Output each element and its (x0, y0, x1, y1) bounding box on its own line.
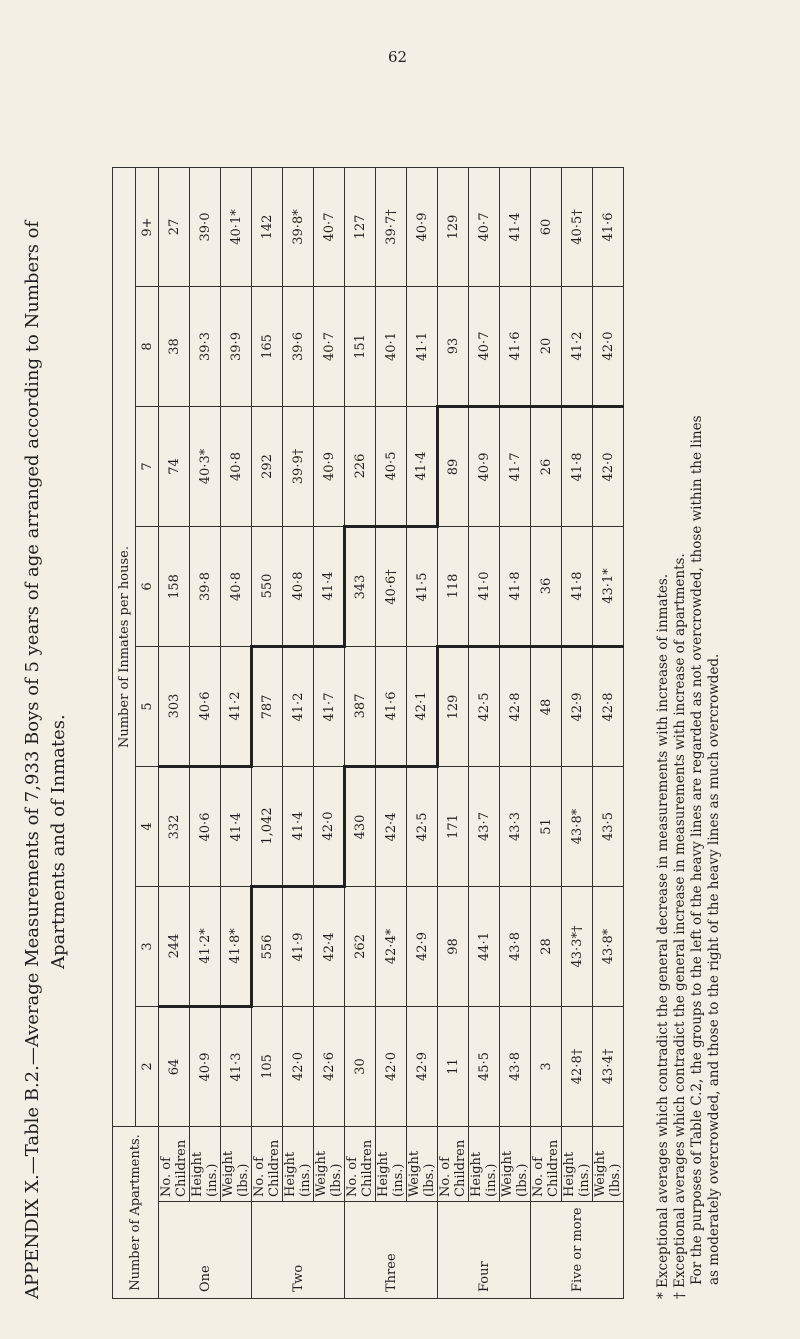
apartment-label: Four (438, 1202, 531, 1299)
value-cell: 45·5 (469, 1007, 500, 1127)
row-label: Weight (lbs.) (593, 1127, 624, 1202)
value-cell: 41·4 (314, 527, 345, 647)
value-cell: 11 (438, 1007, 469, 1127)
inmate-col-7: 8 (136, 287, 159, 407)
value-cell: 41·2 (283, 647, 314, 767)
value-cell: 118 (438, 527, 469, 647)
apartments-header: Number of Apartments. (113, 1127, 159, 1299)
row-one-weight (221, 168, 252, 1299)
value-cell: 43·8* (562, 767, 593, 887)
table-body (159, 168, 624, 1299)
value-cell: 38 (159, 287, 190, 407)
value-cell: 343 (345, 527, 376, 647)
value-cell: 41·8* (221, 887, 252, 1007)
value-cell: 42·0 (283, 1007, 314, 1127)
value-cell: 151 (345, 287, 376, 407)
row-two-height (283, 168, 314, 1299)
value-cell: 39·0 (190, 168, 221, 287)
row-four-children (438, 168, 469, 1299)
value-cell: 41·4 (283, 767, 314, 887)
value-cell: 41·0 (469, 527, 500, 647)
value-cell: 40·6 (190, 767, 221, 887)
value-cell: 41·8 (500, 527, 531, 647)
row-label: Weight (lbs.) (500, 1127, 531, 1202)
inmate-col-3: 4 (136, 767, 159, 887)
value-cell: 41·6 (376, 647, 407, 767)
value-cell: 26 (531, 407, 562, 527)
value-cell: 43·4† (593, 1007, 624, 1127)
value-cell: 39·9† (283, 407, 314, 527)
value-cell: 387 (345, 647, 376, 767)
footnotes (655, 49, 723, 1299)
value-cell: 226 (345, 407, 376, 527)
value-cell: 43·1* (593, 527, 624, 647)
value-cell: 98 (438, 887, 469, 1007)
value-cell: 42·5 (407, 767, 438, 887)
value-cell: 332 (159, 767, 190, 887)
value-cell: 787 (252, 647, 283, 767)
apartment-label: Three (345, 1202, 438, 1299)
value-cell: 48 (531, 647, 562, 767)
value-cell: 41·2 (221, 647, 252, 767)
value-cell: 60 (531, 168, 562, 287)
value-cell: 27 (159, 168, 190, 287)
value-cell: 165 (252, 287, 283, 407)
value-cell: 42·8† (562, 1007, 593, 1127)
value-cell: 39·6 (283, 287, 314, 407)
value-cell: 41·6 (593, 168, 624, 287)
row-four-height (469, 168, 500, 1299)
value-cell: 40·7 (469, 168, 500, 287)
inmate-col-5: 6 (136, 527, 159, 647)
value-cell: 41·4 (500, 168, 531, 287)
value-cell: 40·7 (314, 287, 345, 407)
value-cell: 64 (159, 1007, 190, 1127)
inmate-col-6: 7 (136, 407, 159, 527)
row-four-weight (500, 168, 531, 1299)
row-one-children (159, 168, 190, 1299)
value-cell: 39·8* (283, 168, 314, 287)
value-cell: 42·0 (593, 407, 624, 527)
value-cell: 41·6 (500, 287, 531, 407)
value-cell: 42·4* (376, 887, 407, 1007)
value-cell: 43·8* (593, 887, 624, 1007)
value-cell: 42·9 (562, 647, 593, 767)
value-cell: 39·3 (190, 287, 221, 407)
value-cell: 105 (252, 1007, 283, 1127)
value-cell: 89 (438, 407, 469, 527)
row-label: No. of Children (531, 1127, 562, 1202)
value-cell: 41·2* (190, 887, 221, 1007)
row-label: No. of Children (438, 1127, 469, 1202)
inmate-col-8: 9+ (136, 168, 159, 287)
value-cell: 40·7 (469, 287, 500, 407)
title-line-1: APPENDIX X.—Table B.2.—Average Measurements of 7,933 Boys of 5 years of age arranged according to Numbers of (22, 220, 43, 1299)
value-cell: 41·8 (562, 527, 593, 647)
row-label: Weight (lbs.) (407, 1127, 438, 1202)
row-three-children (345, 168, 376, 1299)
value-cell: 550 (252, 527, 283, 647)
value-cell: 40·1* (221, 168, 252, 287)
value-cell: 292 (252, 407, 283, 527)
value-cell: 158 (159, 527, 190, 647)
value-cell: 40·1 (376, 287, 407, 407)
row-label: Weight (lbs.) (221, 1127, 252, 1202)
value-cell: 41·2 (562, 287, 593, 407)
value-cell: 44·1 (469, 887, 500, 1007)
value-cell: 42·0 (376, 1007, 407, 1127)
value-cell: 42·5 (469, 647, 500, 767)
value-cell: 41·7 (500, 407, 531, 527)
row-five-or-more-weight (593, 168, 624, 1299)
value-cell: 41·8 (562, 407, 593, 527)
value-cell: 127 (345, 168, 376, 287)
value-cell: 30 (345, 1007, 376, 1127)
inmates-header: Number of Inmates per house. (113, 168, 136, 1127)
value-cell: 42·0 (593, 287, 624, 407)
value-cell: 129 (438, 647, 469, 767)
value-cell: 41·7 (314, 647, 345, 767)
row-three-height (376, 168, 407, 1299)
row-label: Height (ins.) (562, 1127, 593, 1202)
value-cell: 42·9 (407, 1007, 438, 1127)
value-cell: 43·3 (500, 767, 531, 887)
row-label: Weight (lbs.) (314, 1127, 345, 1202)
value-cell: 244 (159, 887, 190, 1007)
value-cell: 42·0 (314, 767, 345, 887)
footnote-star: * Exceptional averages which contradict the general decrease in measurements with increase of inmates. (655, 573, 671, 1299)
value-cell: 41·5 (407, 527, 438, 647)
value-cell: 43·5 (593, 767, 624, 887)
row-label: No. of Children (159, 1127, 190, 1202)
row-five-or-more-children (531, 168, 562, 1299)
value-cell: 40·9 (190, 1007, 221, 1127)
value-cell: 42·8 (593, 647, 624, 767)
value-cell: 36 (531, 527, 562, 647)
footnote-dagger: † Exceptional averages which contradict the general increase in measurements with increase of apartments. (672, 553, 688, 1299)
value-cell: 40·9 (314, 407, 345, 527)
row-three-weight (407, 168, 438, 1299)
row-label: Height (ins.) (283, 1127, 314, 1202)
row-two-children (252, 168, 283, 1299)
inmate-col-2: 3 (136, 887, 159, 1007)
table-title (20, 49, 72, 1299)
value-cell: 42·1 (407, 647, 438, 767)
value-cell: 43·7 (469, 767, 500, 887)
value-cell: 43·8 (500, 1007, 531, 1127)
value-cell: 556 (252, 887, 283, 1007)
value-cell: 39·9 (221, 287, 252, 407)
row-label: Height (ins.) (469, 1127, 500, 1202)
page-number: 62 (388, 48, 408, 66)
value-cell: 41·3 (221, 1007, 252, 1127)
row-two-weight (314, 168, 345, 1299)
value-cell: 430 (345, 767, 376, 887)
value-cell: 171 (438, 767, 469, 887)
value-cell: 42·9 (407, 887, 438, 1007)
value-cell: 39·7† (376, 168, 407, 287)
measurements-table (112, 167, 624, 1299)
value-cell: 40·9 (407, 168, 438, 287)
value-cell: 41·4 (407, 407, 438, 527)
value-cell: 142 (252, 168, 283, 287)
value-cell: 1,042 (252, 767, 283, 887)
value-cell: 42·8 (500, 647, 531, 767)
row-label: No. of Children (345, 1127, 376, 1202)
value-cell: 41·4 (221, 767, 252, 887)
value-cell: 42·4 (376, 767, 407, 887)
value-cell: 42·6 (314, 1007, 345, 1127)
apartment-label: One (159, 1202, 252, 1299)
value-cell: 129 (438, 168, 469, 287)
inmate-col-4: 5 (136, 647, 159, 767)
value-cell: 39·8 (190, 527, 221, 647)
row-five-or-more-height (562, 168, 593, 1299)
apartment-label: Two (252, 1202, 345, 1299)
value-cell: 40·8 (283, 527, 314, 647)
row-label: Height (ins.) (190, 1127, 221, 1202)
row-label: Height (ins.) (376, 1127, 407, 1202)
apartment-label: Five or more (531, 1202, 624, 1299)
value-cell: 303 (159, 647, 190, 767)
value-cell: 74 (159, 407, 190, 527)
value-cell: 43·8 (500, 887, 531, 1007)
value-cell: 40·3* (190, 407, 221, 527)
footnote-note-1: For the purposes of Table C.2, the groups to the left of the heavy lines are regarded as not overcrowded, those within the lines (689, 415, 705, 1285)
value-cell: 93 (438, 287, 469, 407)
value-cell: 41·1 (407, 287, 438, 407)
value-cell: 20 (531, 287, 562, 407)
value-cell: 43·3*† (562, 887, 593, 1007)
value-cell: 40·8 (221, 407, 252, 527)
inmate-col-1: 2 (136, 1007, 159, 1127)
value-cell: 41·9 (283, 887, 314, 1007)
footnote-note-2: as moderately overcrowded, and those to the right of the heavy lines as much overcrowded. (706, 653, 722, 1285)
row-one-height (190, 168, 221, 1299)
value-cell: 40·5† (562, 168, 593, 287)
value-cell: 40·8 (221, 527, 252, 647)
value-cell: 3 (531, 1007, 562, 1127)
value-cell: 40·6 (190, 647, 221, 767)
value-cell: 28 (531, 887, 562, 1007)
value-cell: 42·4 (314, 887, 345, 1007)
value-cell: 40·7 (314, 168, 345, 287)
value-cell: 40·9 (469, 407, 500, 527)
value-cell: 51 (531, 767, 562, 887)
title-line-2: Apartments and of Inmates. (48, 714, 69, 969)
row-label: No. of Children (252, 1127, 283, 1202)
value-cell: 40·5 (376, 407, 407, 527)
value-cell: 262 (345, 887, 376, 1007)
value-cell: 40·6† (376, 527, 407, 647)
